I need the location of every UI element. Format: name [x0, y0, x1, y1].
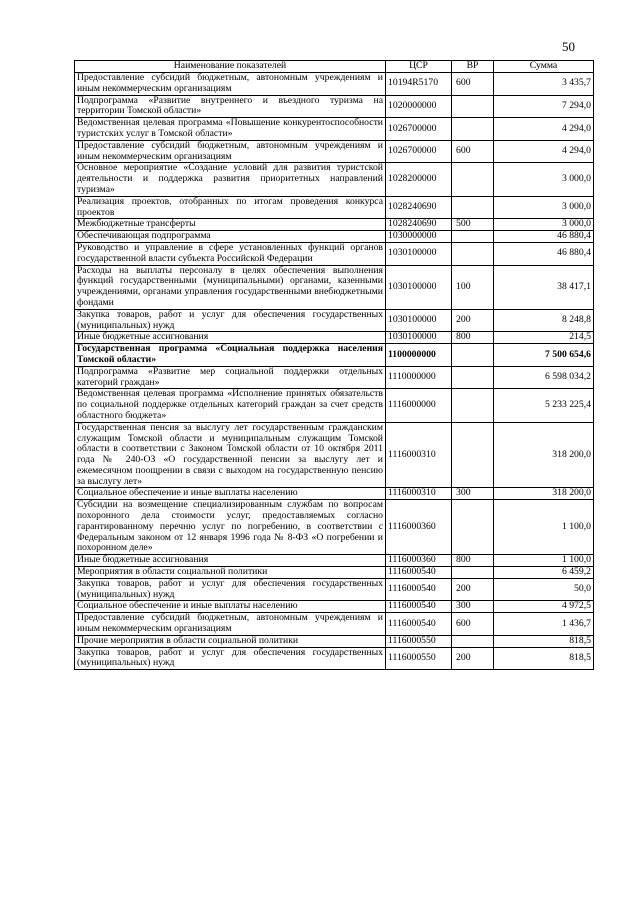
row-vr-cell: 200	[452, 647, 494, 670]
row-vr-cell: 300	[452, 488, 494, 500]
row-name-cell: Государственная программа «Социальная поддержка населения Томской области»	[75, 344, 386, 367]
row-sum-cell: 3 435,7	[494, 73, 594, 96]
row-sum-cell: 46 880,4	[494, 231, 594, 243]
row-name-cell: Иные бюджетные ассигнования	[75, 332, 386, 344]
row-sum-cell: 6 598 034,2	[494, 366, 594, 389]
row-code-cell: 1116000310	[386, 422, 452, 488]
row-code-cell: 1116000360	[386, 500, 452, 555]
row-name-cell: Предоставление субсидий бюджетным, автономным учреждениям и иным некоммерческим организациям	[75, 140, 386, 163]
table-row	[75, 118, 594, 141]
row-sum-cell: 1 436,7	[494, 613, 594, 636]
row-vr-cell: 600	[452, 140, 494, 163]
table-row	[75, 578, 594, 601]
row-name-cell: Основное мероприятие «Создание условий для развития туристской деятельности и поддержка развития приоритетных направлений туризма»	[75, 163, 386, 196]
row-vr-cell	[452, 163, 494, 196]
row-code-cell: 1110000000	[386, 366, 452, 389]
row-code-cell: 1026700000	[386, 118, 452, 141]
row-code-cell: 1116000550	[386, 635, 452, 647]
row-vr-cell	[452, 500, 494, 555]
table-row	[75, 332, 594, 344]
row-sum-cell: 7 500 654,6	[494, 344, 594, 367]
row-name-cell: Прочие мероприятия в области социальной политики	[75, 635, 386, 647]
row-name-cell: Реализация проектов, отобранных по итогам проведения конкурса проектов	[75, 196, 386, 219]
row-code-cell: 1028240690	[386, 219, 452, 231]
row-sum-cell: 6 459,2	[494, 567, 594, 579]
table-row	[75, 196, 594, 219]
row-sum-cell: 3 000,0	[494, 196, 594, 219]
row-sum-cell: 7 294,0	[494, 95, 594, 118]
row-name-cell: Закупка товаров, работ и услуг для обеспечения государственных (муниципальных) нужд	[75, 647, 386, 670]
row-name-cell: Подпрограмма «Развитие внутреннего и въездного туризма на территории Томской области»	[75, 95, 386, 118]
table-row	[75, 73, 594, 96]
table-row	[75, 219, 594, 231]
row-code-cell: 1030100000	[386, 242, 452, 265]
row-sum-cell: 3 000,0	[494, 163, 594, 196]
row-sum-cell: 1 100,0	[494, 555, 594, 567]
row-name-cell: Предоставление субсидий бюджетным, автономным учреждениям и иным некоммерческим организациям	[75, 73, 386, 96]
row-vr-cell	[452, 422, 494, 488]
row-vr-cell: 200	[452, 309, 494, 332]
row-vr-cell: 200	[452, 578, 494, 601]
table-header-row	[75, 61, 594, 73]
row-code-cell: 1116000540	[386, 578, 452, 601]
row-sum-cell: 818,5	[494, 635, 594, 647]
row-name-cell: Межбюджетные трансферты	[75, 219, 386, 231]
table-row	[75, 231, 594, 243]
row-sum-cell: 46 880,4	[494, 242, 594, 265]
row-code-cell: 1030100000	[386, 332, 452, 344]
row-vr-cell	[452, 231, 494, 243]
row-name-cell: Расходы на выплаты персоналу в целях обеспечения выполнения функций государственными (муниципальными) органами, казенными учреждениями, органами управления государственными внебюджетными фондами	[75, 265, 386, 309]
row-sum-cell: 4 294,0	[494, 140, 594, 163]
table-row	[75, 242, 594, 265]
header-sum: Сумма	[494, 61, 594, 73]
row-code-cell: 1116000360	[386, 555, 452, 567]
row-sum-cell: 214,5	[494, 332, 594, 344]
page-number: 50	[562, 39, 575, 54]
row-vr-cell: 800	[452, 555, 494, 567]
row-sum-cell: 318 200,0	[494, 422, 594, 488]
row-name-cell: Ведомственная целевая программа «Повышение конкурентоспособности туристских услуг в Томской области»	[75, 118, 386, 141]
table-row	[75, 500, 594, 555]
row-sum-cell: 1 100,0	[494, 500, 594, 555]
table-row	[75, 613, 594, 636]
row-sum-cell: 318 200,0	[494, 488, 594, 500]
row-code-cell: 1116000310	[386, 488, 452, 500]
row-name-cell: Иные бюджетные ассигнования	[75, 555, 386, 567]
row-code-cell: 1030100000	[386, 309, 452, 332]
table-row	[75, 389, 594, 422]
row-sum-cell: 4 294,0	[494, 118, 594, 141]
row-name-cell: Субсидии на возмещение специализированным службам по вопросам похоронного дела стоимости услуг, предоставляемых согласно гарантированному перечню услуг по погребению, в соответствии с Федеральным законом от 12 января 1996 года № 8-ФЗ «О погребении и похоронном деле»	[75, 500, 386, 555]
row-name-cell: Закупка товаров, работ и услуг для обеспечения государственных (муниципальных) нужд	[75, 578, 386, 601]
budget-table	[74, 60, 594, 670]
row-name-cell: Социальное обеспечение и иные выплаты населению	[75, 488, 386, 500]
row-vr-cell: 100	[452, 265, 494, 309]
row-code-cell: 10194R5170	[386, 73, 452, 96]
row-vr-cell: 800	[452, 332, 494, 344]
row-vr-cell	[452, 118, 494, 141]
row-code-cell: 1116000540	[386, 613, 452, 636]
table-row	[75, 163, 594, 196]
row-name-cell: Социальное обеспечение и иные выплаты населению	[75, 601, 386, 613]
row-code-cell: 1116000540	[386, 567, 452, 579]
table-row	[75, 635, 594, 647]
table-row	[75, 601, 594, 613]
table-row	[75, 555, 594, 567]
header-vr: ВР	[452, 61, 494, 73]
row-vr-cell	[452, 95, 494, 118]
row-name-cell: Закупка товаров, работ и услуг для обеспечения государственных (муниципальных) нужд	[75, 309, 386, 332]
row-sum-cell: 3 000,0	[494, 219, 594, 231]
row-code-cell: 1026700000	[386, 140, 452, 163]
row-code-cell: 1100000000	[386, 344, 452, 367]
row-sum-cell: 5 233 225,4	[494, 389, 594, 422]
row-vr-cell	[452, 567, 494, 579]
row-vr-cell	[452, 196, 494, 219]
row-code-cell: 1030100000	[386, 265, 452, 309]
row-vr-cell: 600	[452, 73, 494, 96]
row-name-cell: Ведомственная целевая программа «Исполнение принятых обязательств по социальной поддержке отдельных категорий граждан за счет средств областного бюджета»	[75, 389, 386, 422]
table-row	[75, 567, 594, 579]
table-row	[75, 488, 594, 500]
row-code-cell: 1116000540	[386, 601, 452, 613]
row-code-cell: 1116000550	[386, 647, 452, 670]
row-code-cell: 1030000000	[386, 231, 452, 243]
row-name-cell: Мероприятия в области социальной политики	[75, 567, 386, 579]
header-code: ЦСР	[386, 61, 452, 73]
row-code-cell: 1020000000	[386, 95, 452, 118]
row-vr-cell: 500	[452, 219, 494, 231]
table-row	[75, 309, 594, 332]
row-name-cell: Руководство и управление в сфере установленных функций органов государственной власти субъекта Российской Федерации	[75, 242, 386, 265]
table-row	[75, 265, 594, 309]
row-vr-cell: 600	[452, 613, 494, 636]
row-vr-cell	[452, 344, 494, 367]
table-row	[75, 95, 594, 118]
row-vr-cell: 300	[452, 601, 494, 613]
table-row	[75, 647, 594, 670]
row-code-cell: 1028240690	[386, 196, 452, 219]
row-name-cell: Обеспечивающая подпрограмма	[75, 231, 386, 243]
row-vr-cell	[452, 242, 494, 265]
row-vr-cell	[452, 366, 494, 389]
row-code-cell: 1116000000	[386, 389, 452, 422]
row-sum-cell: 50,0	[494, 578, 594, 601]
row-code-cell: 1028200000	[386, 163, 452, 196]
table-row	[75, 422, 594, 488]
row-name-cell: Государственная пенсия за выслугу лет государственным гражданским служащим Томской области и муниципальным служащим Томской области в соответствии с Законом Томской области от 10 октября 2011 года № 240-ОЗ «О государственной пенсии за выслугу лет и ежемесячном поощрении в связи с выходом на государственную пенсию за выслугу лет»	[75, 422, 386, 488]
table-row	[75, 140, 594, 163]
row-sum-cell: 818,5	[494, 647, 594, 670]
row-sum-cell: 38 417,1	[494, 265, 594, 309]
row-sum-cell: 4 972,5	[494, 601, 594, 613]
row-sum-cell: 8 248,8	[494, 309, 594, 332]
row-name-cell: Предоставление субсидий бюджетным, автономным учреждениям и иным некоммерческим организациям	[75, 613, 386, 636]
row-vr-cell	[452, 389, 494, 422]
row-vr-cell	[452, 635, 494, 647]
table-row	[75, 344, 594, 367]
row-name-cell: Подпрограмма «Развитие мер социальной поддержки отдельных категорий граждан»	[75, 366, 386, 389]
header-name: Наименование показателей	[75, 61, 386, 73]
table-row	[75, 366, 594, 389]
